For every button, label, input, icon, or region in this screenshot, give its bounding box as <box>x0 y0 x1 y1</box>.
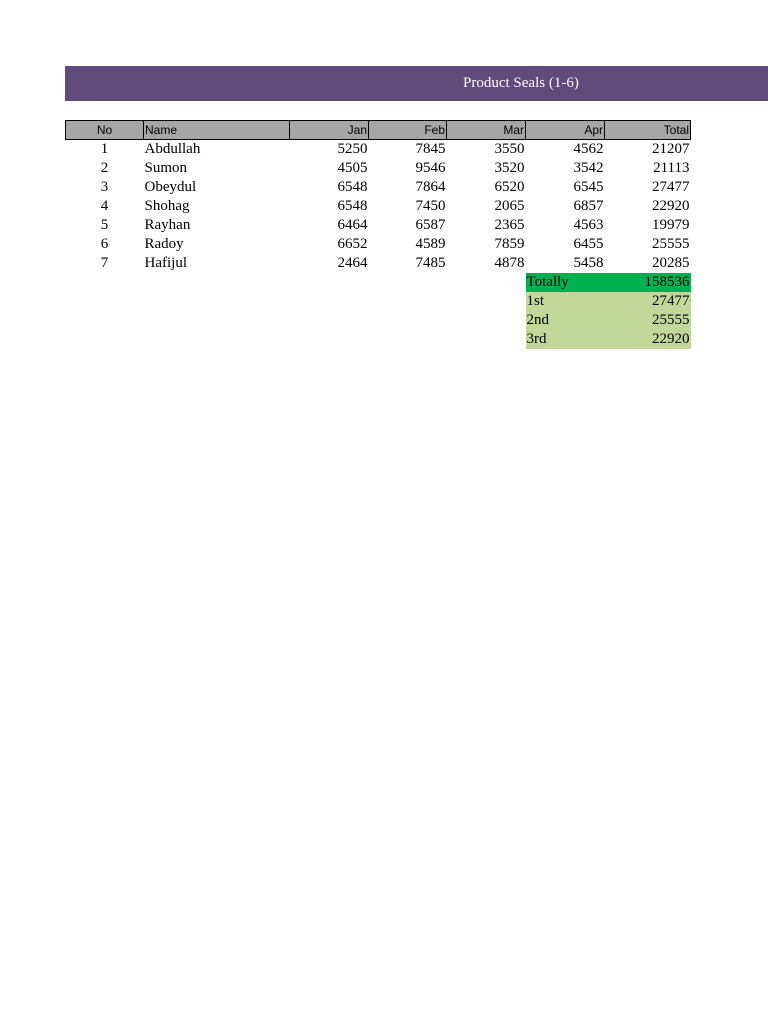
header-row <box>66 121 691 140</box>
cell-mar[interactable]: 2365 <box>494 217 525 233</box>
cell-mar[interactable]: 3550 <box>494 141 525 157</box>
cell-total[interactable]: 25555 <box>652 236 690 252</box>
totally-label[interactable]: Totally <box>526 273 605 292</box>
table-row <box>66 254 691 273</box>
rank-label[interactable]: 1st <box>526 292 605 311</box>
cell-jan[interactable]: 6548 <box>337 179 368 195</box>
cell-no[interactable]: 6 <box>100 236 109 252</box>
summary-total-row <box>66 273 691 292</box>
rank-row-1st <box>66 292 691 311</box>
rank-value[interactable]: 22920 <box>605 330 691 349</box>
rank-row-3rd <box>66 330 691 349</box>
cell-jan[interactable]: 6652 <box>337 236 368 252</box>
cell-apr[interactable]: 6857 <box>573 198 604 214</box>
cell-feb[interactable]: 9546 <box>415 160 446 176</box>
cell-apr[interactable]: 5458 <box>573 255 604 271</box>
cell-total[interactable]: 21207 <box>652 141 690 157</box>
cell-total[interactable]: 21113 <box>653 160 690 176</box>
header-total[interactable]: Total <box>605 121 691 140</box>
cell-feb[interactable]: 6587 <box>415 217 446 233</box>
cell-total[interactable]: 19979 <box>652 217 690 233</box>
table-row <box>66 216 691 235</box>
cell-jan[interactable]: 5250 <box>337 141 368 157</box>
cell-no[interactable]: 4 <box>100 198 109 214</box>
cell-apr[interactable]: 6545 <box>573 179 604 195</box>
header-apr[interactable]: Apr <box>526 121 605 140</box>
empty-cells <box>66 292 526 311</box>
cell-feb[interactable]: 7845 <box>415 141 446 157</box>
rank-value[interactable]: 27477 <box>605 292 691 311</box>
cell-mar[interactable]: 7859 <box>494 236 525 252</box>
cell-apr[interactable]: 3542 <box>573 160 604 176</box>
header-mar[interactable]: Mar <box>447 121 526 140</box>
header-name[interactable]: Name <box>144 121 290 140</box>
table-row <box>66 140 691 160</box>
rank-label[interactable]: 2nd <box>526 311 605 330</box>
cell-jan[interactable]: 6548 <box>337 198 368 214</box>
header-feb[interactable]: Feb <box>369 121 447 140</box>
cell-jan[interactable]: 6464 <box>337 217 368 233</box>
cell-feb[interactable]: 7485 <box>415 255 446 271</box>
cell-no[interactable]: 2 <box>100 160 109 176</box>
cell-name[interactable]: Shohag <box>144 198 190 214</box>
title-banner <box>65 66 768 101</box>
cell-apr[interactable]: 4563 <box>573 217 604 233</box>
header-jan[interactable]: Jan <box>290 121 369 140</box>
empty-cells <box>66 311 526 330</box>
rank-label[interactable]: 3rd <box>526 330 605 349</box>
cell-total[interactable]: 20285 <box>652 255 690 271</box>
cell-feb[interactable]: 7450 <box>415 198 446 214</box>
cell-apr[interactable]: 6455 <box>573 236 604 252</box>
cell-name[interactable]: Abdullah <box>144 141 201 157</box>
cell-name[interactable]: Rayhan <box>144 217 191 233</box>
cell-name[interactable]: Obeydul <box>144 179 197 195</box>
table-row <box>66 159 691 178</box>
cell-mar[interactable]: 6520 <box>494 179 525 195</box>
cell-name[interactable]: Sumon <box>144 160 188 176</box>
cell-feb[interactable]: 4589 <box>415 236 446 252</box>
sales-table <box>65 120 691 349</box>
header-no[interactable]: No <box>66 121 144 140</box>
table-row <box>66 235 691 254</box>
cell-jan[interactable]: 4505 <box>337 160 368 176</box>
cell-mar[interactable]: 2065 <box>494 198 525 214</box>
cell-jan[interactable]: 2464 <box>337 255 368 271</box>
cell-mar[interactable]: 4878 <box>494 255 525 271</box>
cell-apr[interactable]: 4562 <box>573 141 604 157</box>
sheet-title: Product Seals (1-6) <box>463 75 579 91</box>
totally-value[interactable]: 158536 <box>605 273 691 292</box>
rank-value[interactable]: 25555 <box>605 311 691 330</box>
table-row <box>66 178 691 197</box>
table-row <box>66 197 691 216</box>
cell-no[interactable]: 7 <box>100 255 109 271</box>
rank-row-2nd <box>66 311 691 330</box>
cell-name[interactable]: Hafijul <box>144 255 187 271</box>
cell-no[interactable]: 1 <box>100 141 109 157</box>
cell-no[interactable]: 3 <box>100 179 109 195</box>
cell-name[interactable]: Radoy <box>144 236 184 252</box>
cell-mar[interactable]: 3520 <box>494 160 525 176</box>
cell-total[interactable]: 22920 <box>652 198 690 214</box>
empty-cells <box>66 330 526 349</box>
cell-feb[interactable]: 7864 <box>415 179 446 195</box>
cell-total[interactable]: 27477 <box>652 179 690 195</box>
empty-cells <box>66 273 526 292</box>
cell-no[interactable]: 5 <box>100 217 109 233</box>
